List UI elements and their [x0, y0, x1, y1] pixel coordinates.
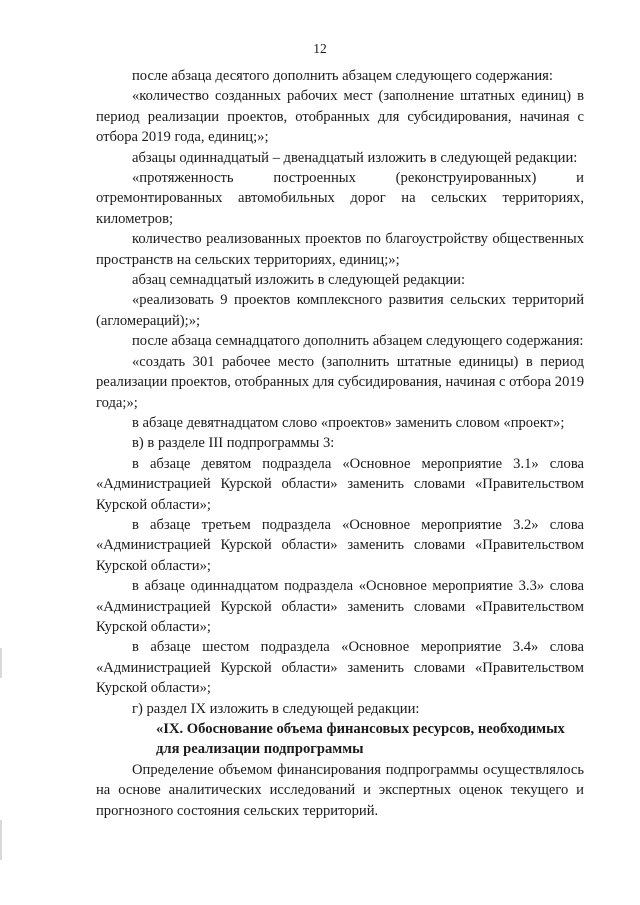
paragraph: абзацы одиннадцатый – двенадцатый изложить в следующей редакции:	[132, 149, 578, 166]
paragraph: в абзаце третьем подраздела «Основное мероприятие 3.2» слова «Администрацией Курской области» заменить словами «Правительством Курской области»;	[96, 516, 584, 574]
paragraph: в) в разделе III подпрограммы 3:	[132, 435, 335, 452]
section-heading-line-1: «IX. Обоснование объема финансовых ресурсов, необходимых	[156, 721, 565, 737]
paragraph: «протяженность построенных (реконструированных) и отремонтированных автомобильных дорог на сельских территориях, километров;	[96, 170, 584, 227]
paragraph: в абзаце девятом подраздела «Основное мероприятие 3.1» слова «Администрацией Курской области» заменить словами «Правительством Курской области»;	[96, 455, 584, 513]
paragraph: г) раздел IX изложить в следующей редакции:	[132, 700, 420, 717]
paragraph: «количество созданных рабочих мест (заполнение штатных единиц) в период реализации проектов, отобранных для субсидирования, начиная с отбора 2019 года, единиц;»;	[96, 88, 584, 146]
paragraph: в абзаце одиннадцатом подраздела «Основное мероприятие 3.3» слова «Администрацией Курской области» заменить словами «Правительством Курской области»;	[96, 578, 584, 635]
section-heading-line-2: для реализации подпрограммы	[156, 741, 364, 758]
page-number: 12	[313, 41, 327, 56]
paragraph: «реализовать 9 проектов комплексного развития сельских территорий (агломераций);»;	[96, 292, 584, 329]
paragraph: после абзаца десятого дополнить абзацем следующего содержания:	[132, 68, 553, 84]
scan-edge-mark	[0, 648, 2, 678]
paragraph: Определение объемом финансирования подпрограммы осуществлялось на основе аналитических исследований и экспертных оценок текущего и прогнозного состояния сельских территорий.	[96, 761, 584, 819]
paragraph: после абзаца семнадцатого дополнить абзацем следующего содержания:	[132, 333, 584, 350]
paragraph: в абзаце девятнадцатом слово «проектов» заменить словом «проект»;	[132, 414, 565, 431]
paragraph: в абзаце шестом подраздела «Основное мероприятие 3.4» слова «Администрацией Курской области» заменить словами «Правительством Курской области»;	[96, 639, 584, 697]
paragraph: количество реализованных проектов по благоустройству общественных пространств на сельских территориях, единиц;»;	[96, 231, 584, 268]
paragraph: «создать 301 рабочее место (заполнить штатные единицы) в период реализации проектов, отобранных для субсидирования, начиная с отбора 2019 года;»;	[96, 353, 584, 411]
paragraph: абзац семнадцатый изложить в следующей редакции:	[132, 272, 466, 289]
document-body	[96, 66, 584, 821]
scan-edge-mark	[0, 820, 2, 860]
